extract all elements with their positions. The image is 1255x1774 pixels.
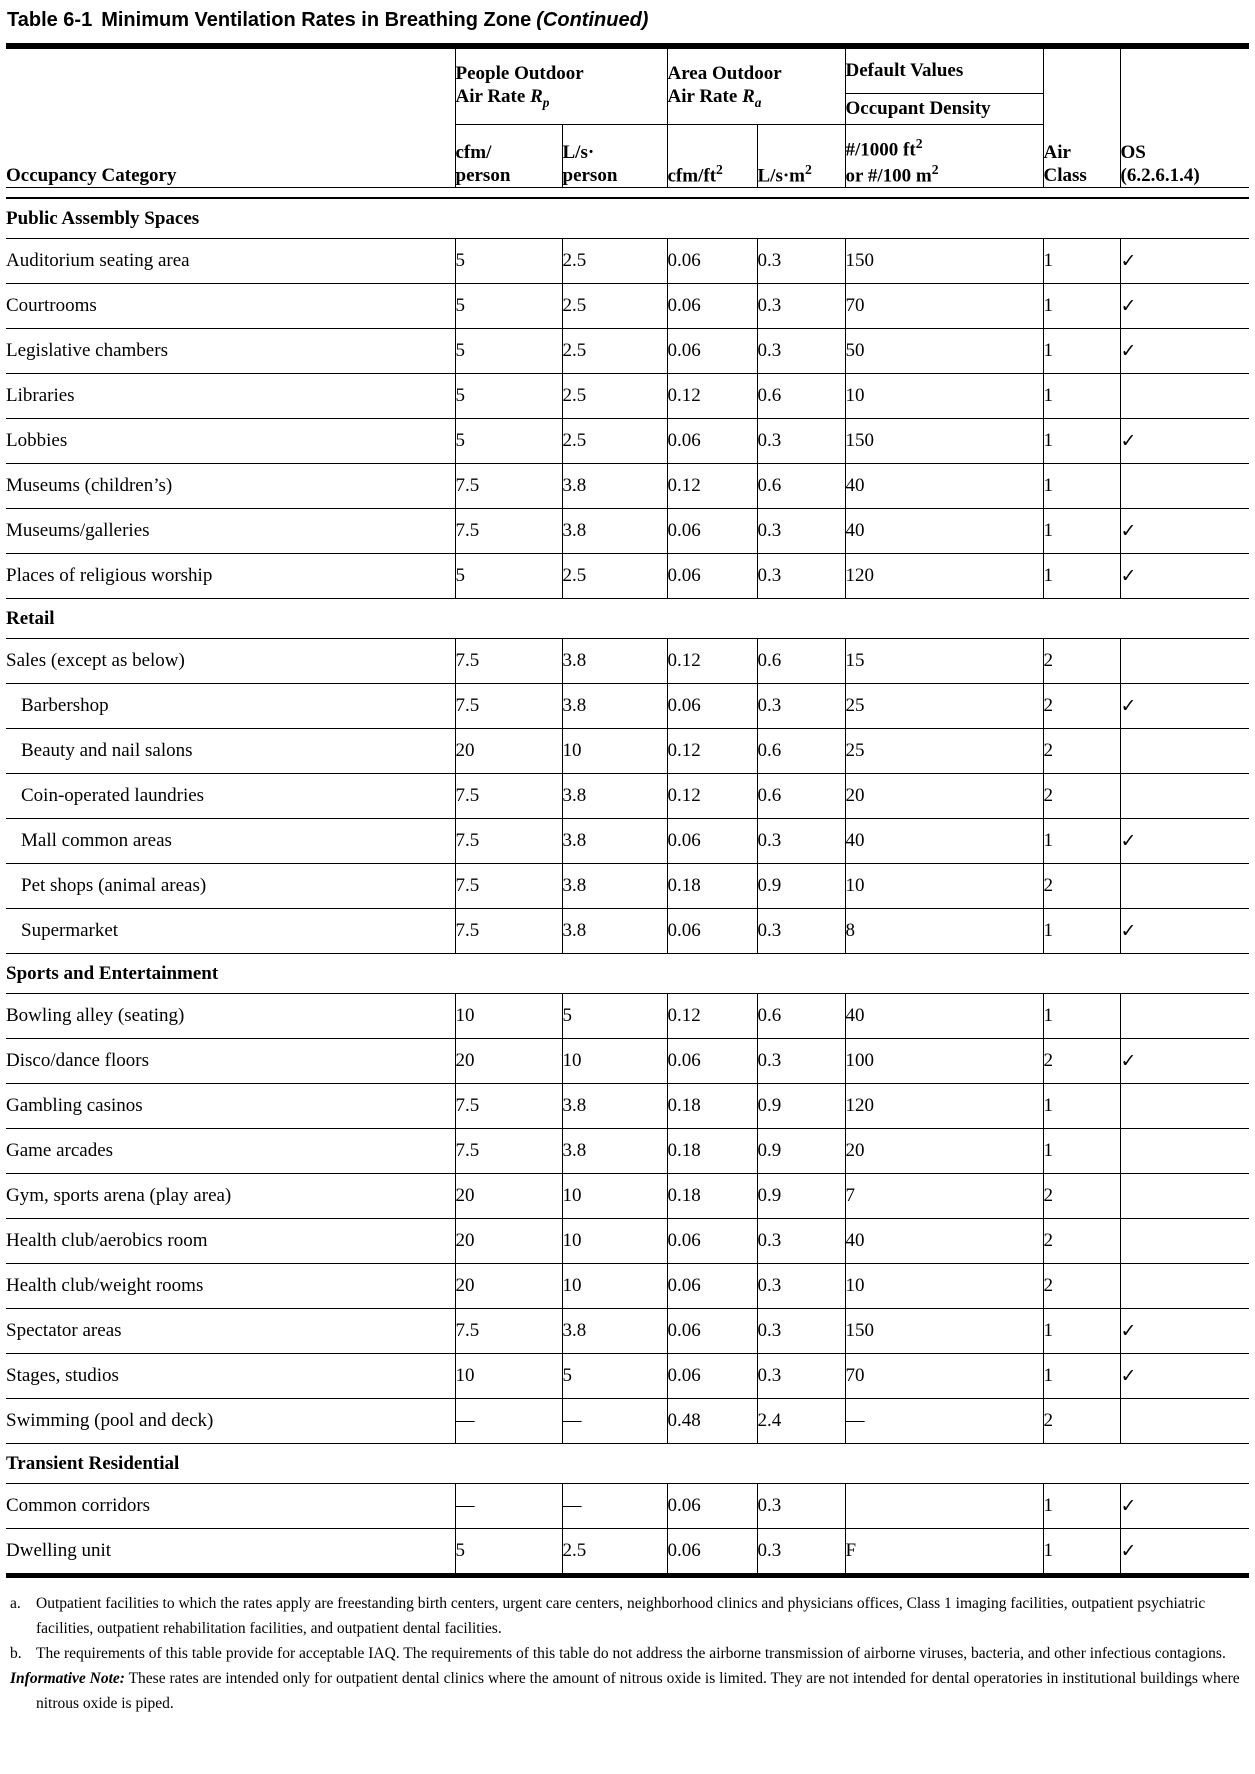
table-row <box>6 994 1249 1039</box>
cell-ls-m2: 0.3 <box>757 284 845 329</box>
cell-occupant-density: 40 <box>845 819 1043 864</box>
cell-os <box>1120 1354 1249 1399</box>
cell-cfm-person: 5 <box>455 1529 562 1576</box>
cell-cfm-person: 5 <box>455 554 562 599</box>
col-header-density-units: #/1000 $ft^2$ or #/100 $m^2$ <box>845 125 1043 188</box>
cell-category: Pet shops (animal areas) <box>6 864 455 909</box>
footnote-a-text: Outpatient facilities to which the rates apply are freestanding birth centers, urgent care centers, neighborhood clinics and physicians offices, Class 1 imaging facilities, outpatient psychiatric facilities, outpatient rehabilitation facilities, and outpatient dental facilities. <box>36 1595 1206 1637</box>
cell-air-class: 1 <box>1043 1529 1120 1576</box>
cell-ls-m2: 0.9 <box>757 1084 845 1129</box>
col-header-occupancy-category: Occupancy Category <box>6 46 455 188</box>
cell-cfm-ft2: 0.06 <box>667 284 757 329</box>
cell-os <box>1120 1129 1249 1174</box>
cell-os <box>1120 1084 1249 1129</box>
cell-os <box>1120 374 1249 419</box>
cell-category: Health club/aerobics room <box>6 1219 455 1264</box>
cell-os <box>1120 464 1249 509</box>
table-row <box>6 729 1249 774</box>
cell-os <box>1120 864 1249 909</box>
cell-air-class: 1 <box>1043 554 1120 599</box>
cell-occupant-density: 150 <box>845 239 1043 284</box>
page-title <box>7 9 1255 43</box>
cell-cfm-person: — <box>455 1484 562 1529</box>
cell-cfm-person: 20 <box>455 1039 562 1084</box>
cell-air-class: 1 <box>1043 464 1120 509</box>
cell-cfm-person: 20 <box>455 1174 562 1219</box>
table-row <box>6 639 1249 684</box>
cell-air-class: 1 <box>1043 284 1120 329</box>
cell-air-class: 2 <box>1043 1039 1120 1084</box>
cell-air-class: 2 <box>1043 729 1120 774</box>
cell-ls-person: 3.8 <box>562 909 667 954</box>
cell-category: Health club/weight rooms <box>6 1264 455 1309</box>
cell-cfm-person: 7.5 <box>455 464 562 509</box>
cell-category: Libraries <box>6 374 455 419</box>
cell-air-class: 2 <box>1043 1399 1120 1444</box>
cell-cfm-ft2: 0.06 <box>667 909 757 954</box>
cell-occupant-density: 50 <box>845 329 1043 374</box>
cell-ls-person: 10 <box>562 1174 667 1219</box>
cell-os <box>1120 284 1249 329</box>
cell-ls-person: 3.8 <box>562 1129 667 1174</box>
cell-ls-person: 3.8 <box>562 864 667 909</box>
cell-ls-person: 2.5 <box>562 239 667 284</box>
table-row <box>6 329 1249 374</box>
table-row <box>6 464 1249 509</box>
cell-cfm-person: 20 <box>455 1219 562 1264</box>
cell-cfm-person: 20 <box>455 729 562 774</box>
table-title-text: Minimum Ventilation Rates in Breathing Zone <box>101 9 532 31</box>
cell-ls-person: 3.8 <box>562 819 667 864</box>
section-row <box>6 198 1249 239</box>
cell-os <box>1120 639 1249 684</box>
header-divider-row <box>6 188 1249 199</box>
checkmark-icon: ✓ <box>1120 564 1137 587</box>
cell-category: Swimming (pool and deck) <box>6 1399 455 1444</box>
cell-cfm-ft2: 0.12 <box>667 464 757 509</box>
section-label: Transient Residential <box>6 1444 1249 1484</box>
cell-cfm-ft2: 0.48 <box>667 1399 757 1444</box>
cell-cfm-ft2: 0.06 <box>667 509 757 554</box>
cell-ls-m2: 0.3 <box>757 1529 845 1576</box>
table-row <box>6 819 1249 864</box>
cell-occupant-density: 40 <box>845 464 1043 509</box>
table-row <box>6 864 1249 909</box>
cell-os <box>1120 1399 1249 1444</box>
cell-category: Supermarket <box>6 909 455 954</box>
cell-category: Stages, studios <box>6 1354 455 1399</box>
table-row <box>6 554 1249 599</box>
cell-ls-m2: 0.3 <box>757 1264 845 1309</box>
cell-ls-person: 10 <box>562 729 667 774</box>
footnotes <box>10 1591 1245 1716</box>
cell-air-class: 2 <box>1043 774 1120 819</box>
cell-cfm-ft2: 0.06 <box>667 684 757 729</box>
cell-cfm-ft2: 0.06 <box>667 1039 757 1084</box>
table-continued-label: (Continued) <box>536 9 649 31</box>
col-header-os: OS (6.2.6.1.4) <box>1120 46 1249 188</box>
cell-cfm-ft2: 0.06 <box>667 554 757 599</box>
footnote-informative-text: These rates are intended only for outpatient dental clinics where the amount of nitrous oxide is limited. They are not intended for dental operatories in institutional buildings where nitrous oxide is piped. <box>36 1670 1240 1712</box>
cell-air-class: 1 <box>1043 1309 1120 1354</box>
table-row <box>6 374 1249 419</box>
cell-ls-person: 2.5 <box>562 1529 667 1576</box>
table-row <box>6 1039 1249 1084</box>
cell-cfm-ft2: 0.12 <box>667 729 757 774</box>
cell-occupant-density: 10 <box>845 864 1043 909</box>
cell-category: Museums/galleries <box>6 509 455 554</box>
section-row <box>6 599 1249 639</box>
cell-cfm-person: 7.5 <box>455 1129 562 1174</box>
cell-occupant-density: 100 <box>845 1039 1043 1084</box>
cell-air-class: 1 <box>1043 419 1120 464</box>
table-body <box>6 198 1249 1576</box>
col-group-people-outdoor-air-rate: People Outdoor Air Rate $R_p$ <box>455 46 667 125</box>
cell-cfm-ft2: 0.06 <box>667 819 757 864</box>
cell-cfm-ft2: 0.06 <box>667 1484 757 1529</box>
cell-occupant-density: 40 <box>845 994 1043 1039</box>
cell-cfm-person: 10 <box>455 994 562 1039</box>
cell-ls-person: 5 <box>562 994 667 1039</box>
cell-cfm-ft2: 0.12 <box>667 639 757 684</box>
cell-ls-person: 10 <box>562 1264 667 1309</box>
table-row <box>6 1219 1249 1264</box>
cell-os <box>1120 239 1249 284</box>
cell-os <box>1120 1309 1249 1354</box>
cell-os <box>1120 1264 1249 1309</box>
cell-cfm-person: 7.5 <box>455 684 562 729</box>
cell-cfm-ft2: 0.06 <box>667 1529 757 1576</box>
cell-cfm-person: 7.5 <box>455 909 562 954</box>
cell-air-class: 2 <box>1043 684 1120 729</box>
cell-cfm-ft2: 0.06 <box>667 1219 757 1264</box>
footnote-informative <box>10 1666 1245 1716</box>
cell-cfm-person: 7.5 <box>455 774 562 819</box>
cell-os <box>1120 994 1249 1039</box>
cell-ls-m2: 0.3 <box>757 819 845 864</box>
cell-occupant-density: 10 <box>845 374 1043 419</box>
cell-category: Beauty and nail salons <box>6 729 455 774</box>
cell-os <box>1120 419 1249 464</box>
cell-ls-person: 3.8 <box>562 639 667 684</box>
cell-occupant-density: 40 <box>845 1219 1043 1264</box>
cell-os <box>1120 329 1249 374</box>
table-row <box>6 509 1249 554</box>
cell-air-class: 2 <box>1043 1219 1120 1264</box>
cell-os <box>1120 554 1249 599</box>
checkmark-icon: ✓ <box>1120 829 1137 852</box>
table-row <box>6 1264 1249 1309</box>
cell-ls-person: 2.5 <box>562 329 667 374</box>
table-row <box>6 1529 1249 1576</box>
table-row <box>6 1309 1249 1354</box>
table-number: Table 6-1 <box>7 9 93 31</box>
cell-air-class: 1 <box>1043 374 1120 419</box>
cell-ls-person: 3.8 <box>562 509 667 554</box>
cell-air-class: 1 <box>1043 509 1120 554</box>
cell-ls-m2: 0.6 <box>757 774 845 819</box>
cell-os <box>1120 1174 1249 1219</box>
cell-ls-m2: 0.3 <box>757 329 845 374</box>
cell-cfm-person: 5 <box>455 284 562 329</box>
cell-occupant-density: 150 <box>845 1309 1043 1354</box>
cell-cfm-person: 5 <box>455 239 562 284</box>
cell-occupant-density: 10 <box>845 1264 1043 1309</box>
cell-cfm-ft2: 0.18 <box>667 864 757 909</box>
checkmark-icon: ✓ <box>1120 1319 1137 1342</box>
cell-ls-m2: 0.3 <box>757 554 845 599</box>
cell-category: Mall common areas <box>6 819 455 864</box>
cell-os <box>1120 1039 1249 1084</box>
cell-os <box>1120 1484 1249 1529</box>
cell-os <box>1120 1219 1249 1264</box>
checkmark-icon: ✓ <box>1120 1049 1137 1072</box>
cell-air-class: 2 <box>1043 639 1120 684</box>
table-header <box>6 46 1249 198</box>
cell-cfm-ft2: 0.12 <box>667 774 757 819</box>
cell-os <box>1120 819 1249 864</box>
cell-ls-m2: 0.3 <box>757 1354 845 1399</box>
cell-ls-m2: 0.9 <box>757 864 845 909</box>
cell-occupant-density: F <box>845 1529 1043 1576</box>
cell-occupant-density: 70 <box>845 284 1043 329</box>
cell-category: Auditorium seating area <box>6 239 455 284</box>
cell-ls-m2: 0.6 <box>757 464 845 509</box>
checkmark-icon: ✓ <box>1120 1494 1137 1517</box>
cell-air-class: 1 <box>1043 1354 1120 1399</box>
table-row <box>6 1129 1249 1174</box>
cell-cfm-person: 5 <box>455 419 562 464</box>
cell-ls-m2: 0.9 <box>757 1174 845 1219</box>
footnote-b-marker: b. <box>10 1645 22 1662</box>
footnote-b-text: The requirements of this table provide for acceptable IAQ. The requirements of this table do not address the airborne transmission of airborne viruses, bacteria, and other infectious contagions. <box>36 1645 1226 1662</box>
cell-occupant-density: 40 <box>845 509 1043 554</box>
cell-ls-person: 3.8 <box>562 684 667 729</box>
cell-occupant-density: 120 <box>845 554 1043 599</box>
checkmark-icon: ✓ <box>1120 429 1137 452</box>
cell-ls-person: 3.8 <box>562 1084 667 1129</box>
cell-category: Disco/dance floors <box>6 1039 455 1084</box>
footnote-a <box>10 1591 1245 1641</box>
cell-air-class: 1 <box>1043 239 1120 284</box>
cell-ls-person: — <box>562 1399 667 1444</box>
col-header-cfm-person: cfm/ person <box>455 125 562 188</box>
cell-cfm-person: 7.5 <box>455 864 562 909</box>
cell-cfm-person: 5 <box>455 329 562 374</box>
cell-cfm-ft2: 0.06 <box>667 1309 757 1354</box>
cell-category: Sales (except as below) <box>6 639 455 684</box>
cell-ls-person: 3.8 <box>562 774 667 819</box>
table-row <box>6 1174 1249 1219</box>
cell-os <box>1120 1529 1249 1576</box>
section-label: Retail <box>6 599 1249 639</box>
cell-ls-m2: 0.3 <box>757 909 845 954</box>
checkmark-icon: ✓ <box>1120 694 1137 717</box>
cell-ls-m2: 2.4 <box>757 1399 845 1444</box>
col-group-default-values: Default Values <box>845 46 1043 94</box>
header-divider-rule <box>6 188 1249 199</box>
cell-category: Dwelling unit <box>6 1529 455 1576</box>
table-row <box>6 419 1249 464</box>
cell-cfm-person: 10 <box>455 1354 562 1399</box>
cell-cfm-person: 7.5 <box>455 1084 562 1129</box>
cell-category: Places of religious worship <box>6 554 455 599</box>
cell-category: Legislative chambers <box>6 329 455 374</box>
footnote-informative-marker: Informative Note: <box>10 1670 125 1687</box>
cell-os <box>1120 774 1249 819</box>
cell-occupant-density: 25 <box>845 729 1043 774</box>
ventilation-rates-table <box>6 43 1249 1578</box>
cell-ls-m2: 0.3 <box>757 239 845 284</box>
cell-cfm-person: 20 <box>455 1264 562 1309</box>
cell-ls-person: 2.5 <box>562 419 667 464</box>
col-header-air-class: Air Class <box>1043 46 1120 188</box>
cell-category: Barbershop <box>6 684 455 729</box>
table-row <box>6 909 1249 954</box>
cell-cfm-ft2: 0.12 <box>667 374 757 419</box>
cell-occupant-density: 120 <box>845 1084 1043 1129</box>
cell-cfm-ft2: 0.18 <box>667 1129 757 1174</box>
cell-ls-m2: 0.3 <box>757 1219 845 1264</box>
cell-occupant-density: 15 <box>845 639 1043 684</box>
cell-ls-m2: 0.3 <box>757 419 845 464</box>
cell-os <box>1120 684 1249 729</box>
cell-ls-m2: 0.6 <box>757 729 845 774</box>
cell-category: Lobbies <box>6 419 455 464</box>
cell-air-class: 1 <box>1043 1484 1120 1529</box>
cell-os <box>1120 729 1249 774</box>
col-header-ls-m2: $L/s\cdot m^2$ <box>757 125 845 188</box>
footnote-a-marker: a. <box>10 1595 21 1612</box>
table-row <box>6 284 1249 329</box>
cell-air-class: 2 <box>1043 1174 1120 1219</box>
cell-ls-m2: 0.3 <box>757 509 845 554</box>
cell-category: Bowling alley (seating) <box>6 994 455 1039</box>
cell-cfm-ft2: 0.12 <box>667 994 757 1039</box>
cell-air-class: 1 <box>1043 994 1120 1039</box>
cell-air-class: 1 <box>1043 1129 1120 1174</box>
cell-ls-person: 2.5 <box>562 554 667 599</box>
table-row <box>6 684 1249 729</box>
checkmark-icon: ✓ <box>1120 1539 1137 1562</box>
cell-ls-m2: 0.3 <box>757 1039 845 1084</box>
document-page <box>0 9 1255 1716</box>
cell-ls-person: 10 <box>562 1219 667 1264</box>
cell-air-class: 1 <box>1043 909 1120 954</box>
cell-cfm-ft2: 0.18 <box>667 1084 757 1129</box>
cell-occupant-density: — <box>845 1399 1043 1444</box>
cell-ls-m2: 0.6 <box>757 639 845 684</box>
cell-os <box>1120 509 1249 554</box>
col-group-area-outdoor-air-rate: Area Outdoor Air Rate $R_a$ <box>667 46 845 125</box>
header-row-groups <box>6 46 1249 94</box>
cell-cfm-person: 5 <box>455 374 562 419</box>
cell-category: Common corridors <box>6 1484 455 1529</box>
cell-category: Spectator areas <box>6 1309 455 1354</box>
checkmark-icon: ✓ <box>1120 294 1137 317</box>
cell-ls-person: — <box>562 1484 667 1529</box>
cell-cfm-ft2: 0.06 <box>667 419 757 464</box>
cell-occupant-density: 7 <box>845 1174 1043 1219</box>
cell-ls-person: 5 <box>562 1354 667 1399</box>
section-label: Sports and Entertainment <box>6 954 1249 994</box>
col-header-ls-person: L/s· person <box>562 125 667 188</box>
cell-occupant-density: 25 <box>845 684 1043 729</box>
section-row <box>6 954 1249 994</box>
cell-air-class: 1 <box>1043 329 1120 374</box>
cell-category: Courtrooms <box>6 284 455 329</box>
cell-category: Museums (children’s) <box>6 464 455 509</box>
cell-cfm-person: 7.5 <box>455 1309 562 1354</box>
cell-air-class: 2 <box>1043 864 1120 909</box>
cell-occupant-density: 150 <box>845 419 1043 464</box>
cell-ls-person: 3.8 <box>562 464 667 509</box>
cell-ls-person: 3.8 <box>562 1309 667 1354</box>
cell-cfm-ft2: 0.06 <box>667 1264 757 1309</box>
cell-category: Game arcades <box>6 1129 455 1174</box>
section-row <box>6 1444 1249 1484</box>
cell-air-class: 1 <box>1043 1084 1120 1129</box>
table-row <box>6 1484 1249 1529</box>
cell-occupant-density: 20 <box>845 1129 1043 1174</box>
table-row <box>6 1084 1249 1129</box>
cell-ls-person: 10 <box>562 1039 667 1084</box>
cell-ls-person: 2.5 <box>562 374 667 419</box>
footnote-b <box>10 1641 1245 1666</box>
checkmark-icon: ✓ <box>1120 519 1137 542</box>
cell-category: Coin-operated laundries <box>6 774 455 819</box>
checkmark-icon: ✓ <box>1120 249 1137 272</box>
cell-cfm-ft2: 0.06 <box>667 1354 757 1399</box>
cell-cfm-person: 7.5 <box>455 819 562 864</box>
table-row <box>6 774 1249 819</box>
cell-occupant-density: 70 <box>845 1354 1043 1399</box>
table-row <box>6 1354 1249 1399</box>
cell-cfm-ft2: 0.06 <box>667 329 757 374</box>
cell-ls-m2: 0.3 <box>757 1309 845 1354</box>
cell-os <box>1120 909 1249 954</box>
cell-cfm-ft2: 0.06 <box>667 239 757 284</box>
col-header-occupant-density: Occupant Density <box>845 94 1043 125</box>
cell-cfm-person: 7.5 <box>455 639 562 684</box>
cell-ls-m2: 0.6 <box>757 374 845 419</box>
checkmark-icon: ✓ <box>1120 919 1137 942</box>
cell-air-class: 1 <box>1043 819 1120 864</box>
cell-ls-m2: 0.3 <box>757 1484 845 1529</box>
cell-cfm-person: — <box>455 1399 562 1444</box>
cell-occupant-density <box>845 1484 1043 1529</box>
cell-ls-m2: 0.9 <box>757 1129 845 1174</box>
table-row <box>6 1399 1249 1444</box>
section-label: Public Assembly Spaces <box>6 198 1249 239</box>
cell-ls-person: 2.5 <box>562 284 667 329</box>
cell-ls-m2: 0.3 <box>757 684 845 729</box>
cell-cfm-ft2: 0.18 <box>667 1174 757 1219</box>
cell-occupant-density: 20 <box>845 774 1043 819</box>
cell-category: Gym, sports arena (play area) <box>6 1174 455 1219</box>
table-row <box>6 239 1249 284</box>
cell-occupant-density: 8 <box>845 909 1043 954</box>
cell-air-class: 2 <box>1043 1264 1120 1309</box>
cell-ls-m2: 0.6 <box>757 994 845 1039</box>
col-header-cfm-ft2: cfm/$ft^2$ <box>667 125 757 188</box>
checkmark-icon: ✓ <box>1120 1364 1137 1387</box>
cell-category: Gambling casinos <box>6 1084 455 1129</box>
checkmark-icon: ✓ <box>1120 339 1137 362</box>
cell-cfm-person: 7.5 <box>455 509 562 554</box>
